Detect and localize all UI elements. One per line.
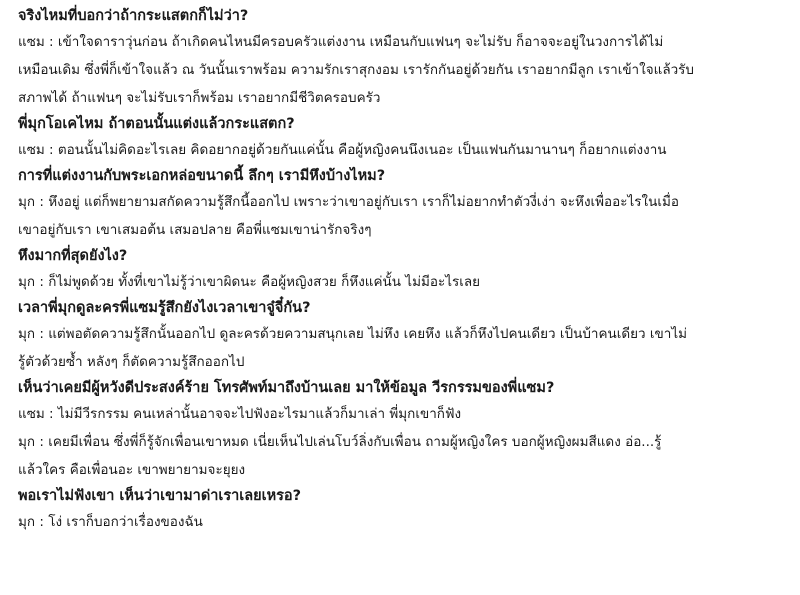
answer-paragraph <box>18 188 794 244</box>
answer-line: สภาพได้ ถ้าแฟนๆ จะไม่รับเราก็พร้อม เราอยากมีชีวิตครอบครัว <box>18 90 381 106</box>
answer-line: แซม : ไม่มีวีรกรรม คนเหล่านั้นอาจจะไปฟังอะไรมาแล้วก็มาเล่า พี่มุกเขาก็ฟัง <box>18 406 462 422</box>
answer-paragraph <box>18 400 794 428</box>
answer-paragraph <box>18 136 794 164</box>
answer-line: มุก : แต่พอตัดความรู้สึกนั้นออกไป ดูละครด้วยความสนุกเลย ไม่หึง เคยหึง แล้วก็หึงไปคนเดียว เป็นบ้าคนเดียว เขาไม่ <box>18 326 688 342</box>
question-heading: พอเราไม่ฟังเขา เห็นว่าเขามาด่าเราเลยเหรอ? <box>18 488 302 504</box>
interview-article <box>18 4 794 536</box>
question-heading: หึงมากที่สุดยังไง? <box>18 248 128 264</box>
question-heading: เวลาพี่มุกดูละครพี่แซมรู้สึกยังไงเวลาเขาจู๋จี๋กัน? <box>18 300 311 316</box>
answer-line: แซม : ตอนนั้นไม่คิดอะไรเลย คิดอยากอยู่ด้วยกันแค่นั้น คือผู้หญิงคนนึงเนอะ เป็นแฟนกันมานานๆ ก็อยากแต่งงาน <box>18 142 667 158</box>
answer-line: มุก : เคยมีเพื่อน ซึ่งพี่ก็รู้จักเพื่อนเขาหมด เนี่ยเห็นไปเล่นโบว์ลิ่งกับเพื่อน ถามผู้หญิงใคร บอกผู้หญิงผมสีแดง อ่อ...รู้ <box>18 434 662 450</box>
answer-line: มุก : ก็ไม่พูดด้วย ทั้งที่เขาไม่รู้ว่าเขาผิดนะ คือผู้หญิงสวย ก็หึงแค่นั้น ไม่มีอะไรเลย <box>18 274 481 290</box>
question-heading: จริงไหมที่บอกว่าถ้ากระแสตกก็ไม่ว่า? <box>18 8 249 24</box>
answer-line: รู้ตัวด้วยซ้ำ หลังๆ ก็ตัดความรู้สึกออกไป <box>18 354 245 370</box>
answer-line: มุก : โง่ เราก็บอกว่าเรื่องของฉัน <box>18 514 203 530</box>
question-heading: เห็นว่าเคยมีผู้หวังดีประสงค์ร้าย โทรศัพท์มาถึงบ้านเลย มาให้ข้อมูล วีรกรรมของพี่แซม? <box>18 380 555 396</box>
question-heading: การที่แต่งงานกับพระเอกหล่อขนาดนี้ ลึกๆ เรามีหึงบ้างไหม? <box>18 168 386 184</box>
answer-line: เหมือนเดิม ซึ่งพี่ก็เข้าใจแล้ว ณ วันนั้นเราพร้อม ความรักเราสุกงอม เรารักกันอยู่ด้วยกัน เราอยากมีลูก เราเข้าใจแล้วรับ <box>18 62 695 78</box>
answer-paragraph <box>18 508 794 536</box>
answer-line: เขาอยู่กับเรา เขาเสมอต้น เสมอปลาย คือพี่แซมเขาน่ารักจริงๆ <box>18 222 372 238</box>
answer-paragraph <box>18 28 794 112</box>
answer-line: มุก : หึงอยู่ แต่ก็พยายามสกัดความรู้สึกนี้ออกไป เพราะว่าเขาอยู่กับเรา เราก็ไม่อยากทำตัวงี่เง่า จะหึงเพื่ออะไรในเมื่อ <box>18 194 679 210</box>
answer-line: แซม : เข้าใจดาราวุ่นก่อน ถ้าเกิดคนไหนมีครอบครัวแต่งงาน เหมือนกับแฟนๆ จะไม่รับ ก็อาจจะอยู่ในวงการได้ไม่ <box>18 34 664 50</box>
answer-line: แล้วใคร คือเพื่อนอะ เขาพยายามจะยุยง <box>18 462 246 478</box>
question-heading: พี่มุกโอเคไหม ถ้าตอนนั้นแต่งแล้วกระแสตก? <box>18 116 295 132</box>
answer-paragraph <box>18 320 794 376</box>
answer-paragraph <box>18 428 794 484</box>
answer-paragraph <box>18 268 794 296</box>
